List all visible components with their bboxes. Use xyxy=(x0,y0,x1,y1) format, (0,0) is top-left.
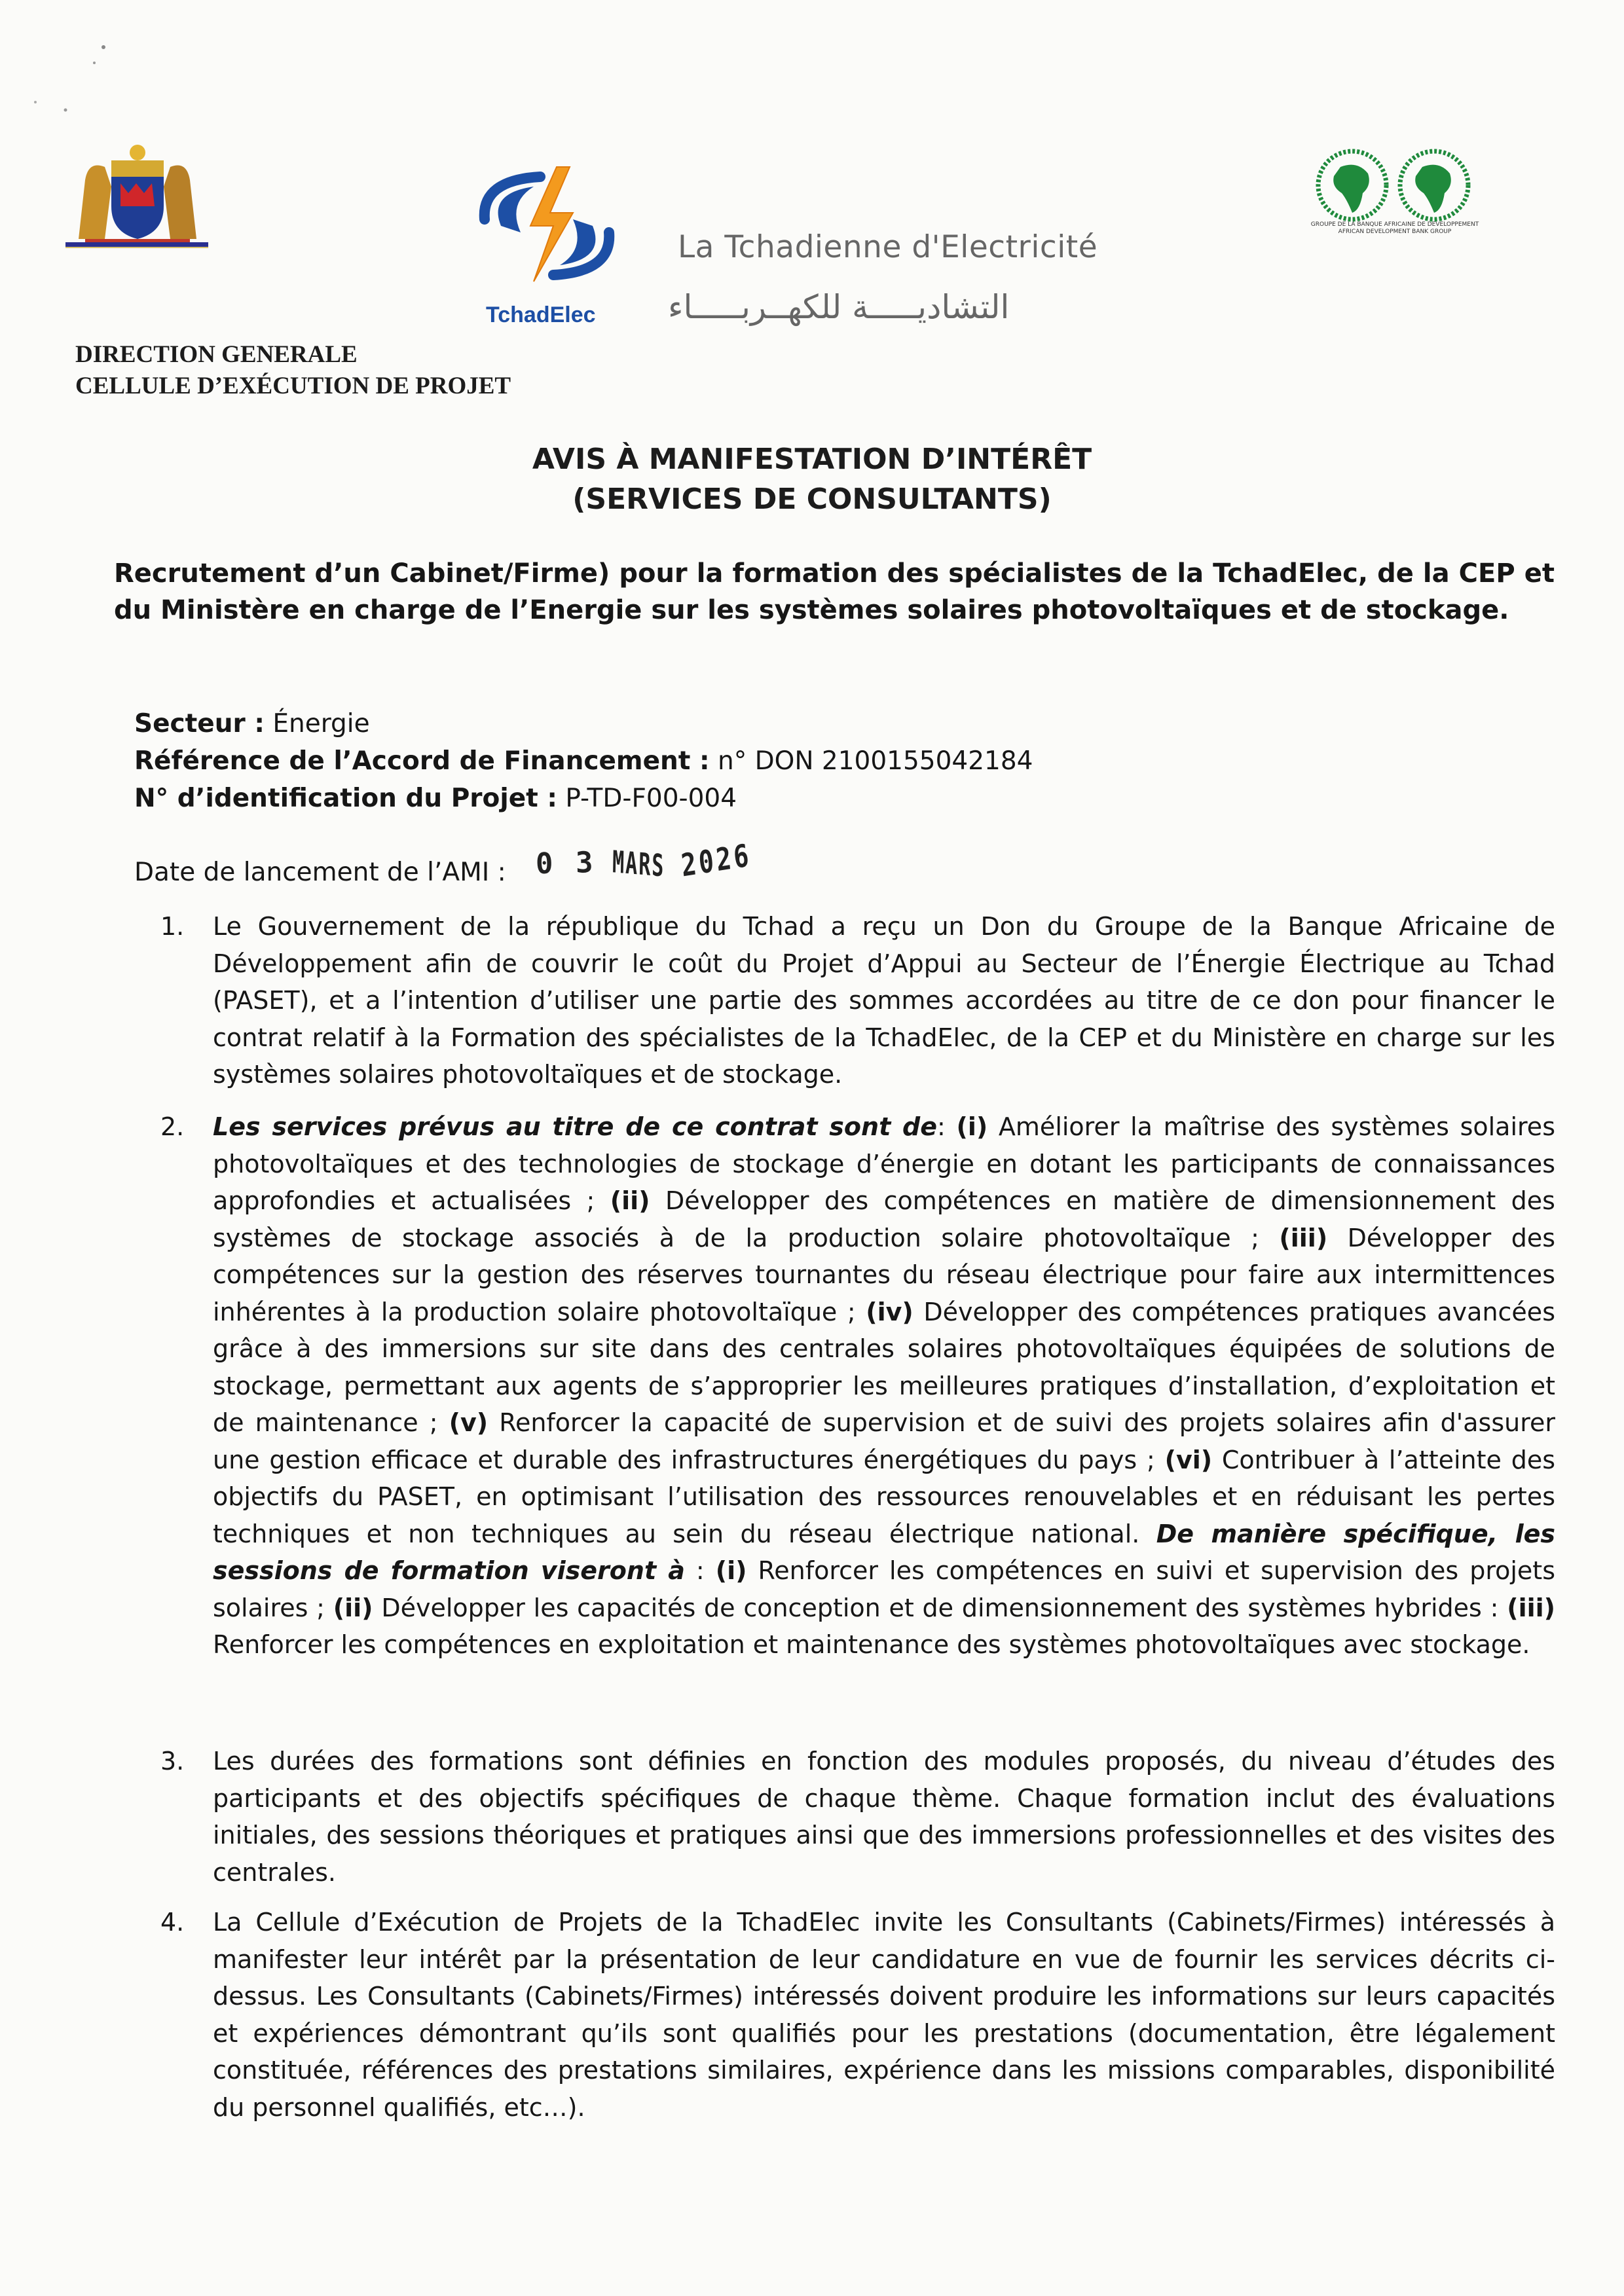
item-text: Renforcer la capacité de supervision et de suivi des projets solaires afin d'assurer une gestion efficace et durable des infrastructures énergétiques du pays ; xyxy=(213,1408,1555,1474)
item-text: Développer des compétences en matière de dimensionnement des systèmes de stockage associés à de la production solaire photovoltaïque ; xyxy=(213,1186,1555,1252)
item-marker: (ii) xyxy=(610,1186,650,1215)
item-marker: (vi) xyxy=(1164,1445,1213,1474)
meta-project-id xyxy=(134,784,737,813)
item-text: Développer des compétences pratiques avancées grâce à des immersions sur site dans des centrales solaires photovoltaïques équipées de solutions de stockage, permettant aux agents de s’approprier les meilleures pratiques d’installation, d’exploitation et de maintenance ; xyxy=(213,1297,1555,1437)
launch-date-label: Date de lancement de l’AMI : xyxy=(134,858,506,887)
tchadelec-brand: TchadElec xyxy=(486,302,596,327)
notice-subtitle: (SERVICES DE CONSULTANTS) xyxy=(572,483,1052,516)
company-name-fr: La Tchadienne d'Electricité xyxy=(678,229,1098,265)
org-direction-generale: DIRECTION GENERALE xyxy=(75,341,358,368)
meta-project-label: N° d’identification du Projet : xyxy=(134,784,557,813)
stamp-year: 2026 xyxy=(679,837,753,884)
paragraph-text: Les durées des formations sont définies en fonction des modules proposés, du niveau d’études des participants et des objectifs spécifiques de chaque thème. Chaque formation inclut des évaluations initiales, des sessions théoriques et pratiques ainsi que des immersions professionnelles et des visites des centrales. xyxy=(213,1747,1555,1887)
company-name-ar: التشاديـــــة للكهــربـــــاء xyxy=(668,288,1010,326)
header-rule xyxy=(65,242,208,248)
paragraph-text: La Cellule d’Exécution de Projets de la TchadElec invite les Consultants (Cabinets/Firmes) intéressés à manifester leur intérêt par la présentation de leur candidature en vue de fournir les services décrits ci-dessus. Les Consultants (Cabinets/Firmes) intéressés doivent produire les informations sur leurs capacités et expériences démontrant qu’ils sont qualifiés pour les prestations (documentation, être légalement constituée, références des prestations similaires, expérience dans les missions comparables, disponibilité du personnel qualifiés, etc…). xyxy=(213,1908,1555,2122)
paragraph-number: 4. xyxy=(160,1908,185,1937)
item-text: Améliorer la maîtrise des systèmes solaires photovoltaïques et des technologies de stockage d’énergie en dotant les participants de connaissances approfondies et actualisées ; xyxy=(213,1112,1555,1215)
item-marker: (iv) xyxy=(866,1297,913,1326)
item-marker: (iii) xyxy=(1279,1223,1328,1252)
specific-lead: De manière spécifique, les sessions de formation viseront à xyxy=(213,1519,1555,1585)
paragraph-2 xyxy=(160,1108,1555,1664)
paragraph-text: Le Gouvernement de la république du Tchad a reçu un Don du Groupe de la Banque Africaine de Développement afin de couvrir le coût du Projet d’Appui au Secteur de l’Énergie Électrique au Tchad (PASET), et a l’intention d’utiliser une partie des sommes accordées au titre de ce don pour financer le contrat relatif à la Formation des spécialistes de la TchadElec, de la CEP et du Ministère en charge sur les systèmes solaires photovoltaïques et de stockage. xyxy=(213,912,1555,1089)
afdb-logo-icon xyxy=(1300,147,1490,226)
tchadelec-logo-icon xyxy=(462,147,632,304)
meta-ref-value: n° DON 2100155042184 xyxy=(709,746,1033,776)
launch-date-stamp xyxy=(535,837,753,885)
services-lead: Les services prévus au titre de ce contrat sont de xyxy=(213,1112,938,1141)
paragraph-number: 3. xyxy=(160,1747,185,1776)
item-marker: (i) xyxy=(956,1112,988,1141)
meta-financing-ref xyxy=(134,746,1033,776)
item-marker: (ii) xyxy=(333,1593,373,1622)
item-marker: (i) xyxy=(715,1556,747,1585)
paragraph-number: 1. xyxy=(160,912,185,941)
paragraph-4 xyxy=(160,1904,1555,2126)
scan-specks xyxy=(26,33,118,124)
paragraph-3 xyxy=(160,1743,1555,1891)
meta-project-value: P-TD-F00-004 xyxy=(557,784,737,813)
notice-subject: Recrutement d’un Cabinet/Firme) pour la formation des spécialistes de la TchadElec, de la CEP et du Ministère en charge de l’Energie sur les systèmes solaires photovoltaïques et de stockage. xyxy=(114,558,1555,625)
paragraph-text: Les services prévus au titre de ce contrat sont de: (i) Améliorer la maîtrise des systèmes solaires photovoltaïques et des technologies de stockage d’énergie en dotant les participants de connaissances approfondies et actualisées ; (ii) Développer des compétences en matière de dimensionnement des systèmes de stockage associés à de la production solaire photovoltaïque ; (iii) Développer des compétences sur la gestion des réserves tournantes du réseau électrique pour faire aux intermittences inhérentes à la production solaire photovoltaïque ; (iv) Développer des compétences pratiques avancées grâce à des immersions sur site dans des centrales solaires photovoltaïques équipées de solutions de stockage, permettant aux agents de s’approprier les meilleures pratiques d’installation, d’exploitation et de maintenance ; (v) Renforcer la capacité de supervision et de suivi des projets solaires afin d'assurer une gestion efficace et durable des infrastructures énergétiques du pays ; (vi) Contribuer à l’atteinte des objectifs du PASET, en optimisant l’utilisation des ressources renouvelables et en réduisant les pertes techniques et non techniques au sein du réseau électrique national. De manière spécifique, les sessions de formation viseront à : (i) Renforcer les compétences en suivi et supervision des projets solaires ; (ii) Développer les capacités de conception et de dimensionnement des systèmes hybrides : (iii) Renforcer les compétences en exploitation et maintenance des systèmes photovoltaïques avec stockage. xyxy=(213,1112,1556,1659)
meta-ref-label: Référence de l’Accord de Financement : xyxy=(134,746,710,776)
item-text: Développer les capacités de conception et de dimensionnement des systèmes hybrides : xyxy=(373,1593,1507,1622)
chad-coat-of-arms-icon xyxy=(65,141,210,246)
stamp-month: MARS xyxy=(612,845,666,885)
item-text: Renforcer les compétences en exploitation et maintenance des systèmes photovoltaïques avec stockage. xyxy=(213,1630,1530,1659)
item-marker: (iii) xyxy=(1507,1593,1556,1622)
stamp-day: 0 3 xyxy=(535,845,597,881)
item-text: Contribuer à l’atteinte des objectifs du PASET, en optimisant l’utilisation des ressources renouvelables et en réduisant les pertes techniques et non techniques au sein du réseau électrique national. xyxy=(213,1445,1555,1548)
afdb-group-caption: GROUPE DE LA BANQUE AFRICAINE DE DEVELOPPEMENT AFRICAN DEVELOPMENT BANK GROUP xyxy=(1310,221,1479,235)
item-text: Renforcer les compétences en suivi et supervision des projets solaires ; xyxy=(213,1556,1556,1622)
meta-sector-value: Énergie xyxy=(264,709,370,738)
notice-title: AVIS À MANIFESTATION D’INTÉRÊT xyxy=(532,443,1092,476)
paragraph-number: 2. xyxy=(160,1112,185,1141)
meta-sector-label: Secteur : xyxy=(134,709,265,738)
paragraph-1 xyxy=(160,908,1555,1093)
item-marker: (v) xyxy=(449,1408,489,1437)
meta-sector xyxy=(134,709,370,738)
org-cellule-execution: CELLULE D’EXÉCUTION DE PROJET xyxy=(75,373,511,399)
item-text: Développer des compétences sur la gestion des réserves tournantes du réseau électrique pour faire aux intermittences inhérentes à la production solaire photovoltaïque ; xyxy=(213,1223,1556,1326)
